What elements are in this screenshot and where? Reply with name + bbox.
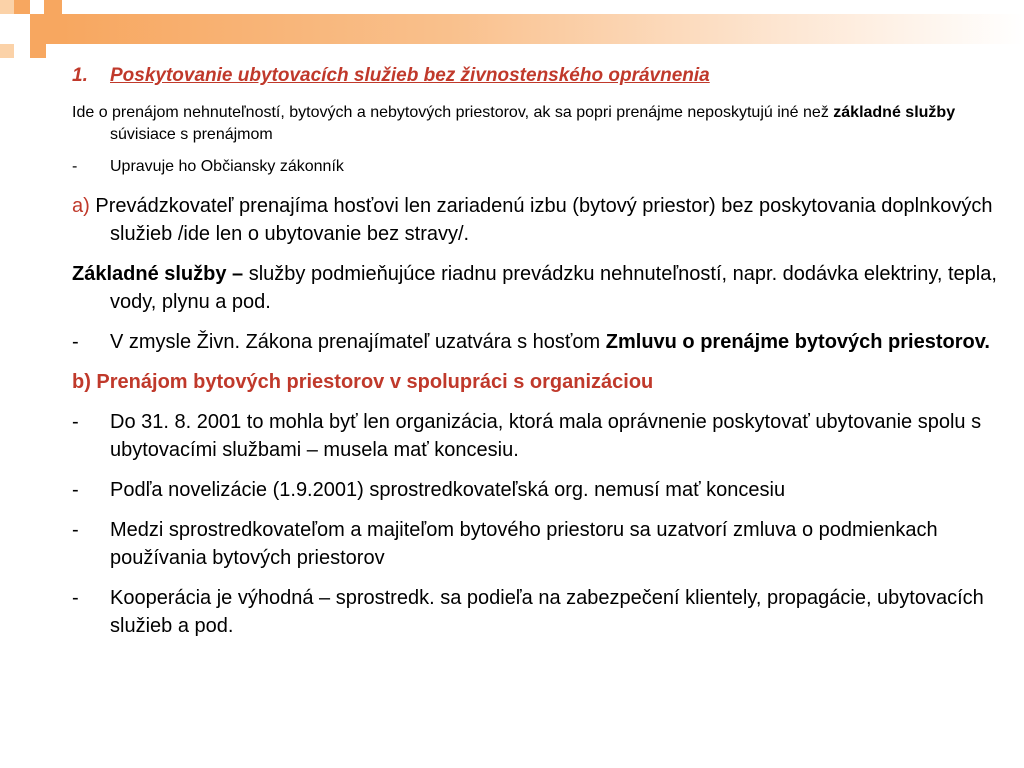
intro-paragraph	[72, 102, 1002, 146]
heading-number: 1.	[72, 65, 88, 86]
bullet-dash: -	[72, 411, 79, 433]
bullet-text: Medzi sprostredkovateľom a majiteľom bytového priestoru sa uzatvorí zmluva o podmienkach používania bytových priestorov	[110, 519, 938, 569]
bullet-dash: -	[72, 587, 79, 609]
list-item	[72, 516, 1002, 572]
contract-item	[72, 328, 1002, 356]
decor-square	[14, 0, 30, 14]
basic-services-text: služby podmieňujúce riadnu prevádzku nehnuteľností, napr. dodávka elektriny, tepla, vody, plynu a pod.	[110, 263, 997, 313]
slide-content	[72, 64, 1002, 652]
bullet-dash: -	[72, 331, 79, 353]
bullet-text: Do 31. 8. 2001 to mohla byť len organizácia, ktorá mala oprávnenie poskytovať ubytovanie spolu s ubytovacími službami – musela mať koncesiu.	[110, 411, 982, 461]
bullet-dash: -	[72, 158, 78, 175]
list-item	[72, 408, 1002, 464]
bullet-dash: -	[72, 519, 79, 541]
bullet-dash: -	[72, 479, 79, 501]
bullet-text: Podľa novelizácie (1.9.2001) sprostredkovateľská org. nemusí mať koncesiu	[110, 479, 786, 501]
civil-code-item	[72, 156, 1002, 178]
decor-square	[30, 14, 62, 44]
contract-bold: Zmluvu o prenájme bytových priestorov.	[605, 331, 990, 353]
decor-gradient-bar	[62, 14, 1024, 44]
heading-text: Poskytovanie ubytovacích služieb bez živnostenského oprávnenia	[110, 65, 710, 86]
basic-services-paragraph	[72, 260, 1002, 316]
slide-heading	[72, 64, 1002, 88]
decor-square	[44, 0, 62, 14]
basic-services-bold: Základné služby –	[72, 263, 244, 285]
bullet-text: Kooperácia je výhodná – sprostredk. sa podieľa na zabezpečení klientely, propagácie, ubytovacích služieb a pod.	[110, 587, 984, 637]
section-b-text: b) Prenájom bytových priestorov v spolupráci s organizáciou	[72, 371, 654, 393]
list-item	[72, 584, 1002, 640]
intro-part2: súvisiace s prenájmom	[110, 126, 273, 143]
intro-part1: Ide o prenájom nehnuteľností, bytových a nebytových priestorov, ak sa popri prenájme neposkytujú iné než	[72, 104, 834, 121]
list-item	[72, 476, 1002, 504]
decor-square	[0, 44, 14, 58]
contract-text: V zmysle Živn. Zákona prenajímateľ uzatvára s hosťom	[110, 331, 606, 353]
intro-bold: základné služby	[833, 104, 956, 121]
section-a-label: a)	[72, 195, 90, 217]
section-b-heading	[72, 368, 1002, 396]
civil-code-text: Upravuje ho Občiansky zákonník	[110, 158, 344, 175]
decor-square	[30, 44, 46, 58]
section-a-paragraph	[72, 192, 1002, 248]
decor-square	[0, 0, 14, 14]
section-a-text: Prevádzkovateľ prenajíma hosťovi len zariadenú izbu (bytový priestor) bez poskytovania doplnkových služieb /ide len o ubytovanie bez stravy/.	[89, 195, 993, 245]
